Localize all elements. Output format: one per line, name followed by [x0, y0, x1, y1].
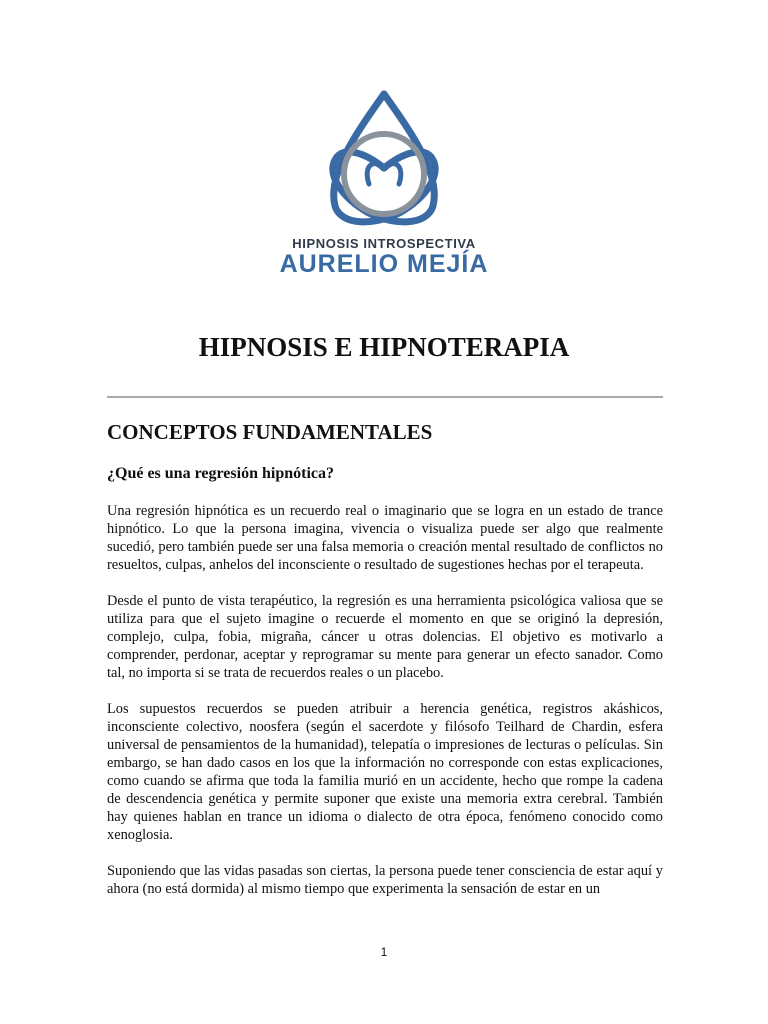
document-title: HIPNOSIS E HIPNOTERAPIA [198, 332, 570, 362]
paragraph: Una regresión hipnótica es un recuerdo real o imaginario que se logra en un estado de trance hipnótico. Lo que la persona imagina, vivencia o visualiza puede ser algo que realmente sucedió, pero también puede ser una falsa memoria o creación mental resultado de conflictos no resueltos, culpas, anhelos del inconsciente o resultado de sugestiones hechas por el terapeuta. [107, 503, 663, 573]
page-number: 1 [380, 945, 388, 959]
triquetra-knot-logo-icon [317, 88, 451, 230]
paragraph: Desde el punto de vista terapéutico, la regresión es una herramienta psicológica valiosa que se utiliza para que el sujeto imagine o recuerde el momento en que se originó la depresión, complejo, culpa, fobia, migraña, cáncer u otras dolencias. El objetivo es motivarlo a comprender, perdonar, aceptar y reprogramar su mente para generar un efecto sanador. Como tal, no importa si se trata de recuerdos reales o un placebo. [107, 593, 663, 681]
logo-subtitle: HIPNOSIS INTROSPECTIVA [292, 236, 476, 251]
logo [0, 88, 768, 277]
logo-name: AURELIO MEJÍA [279, 250, 489, 278]
paragraph: Suponiendo que las vidas pasadas son ciertas, la persona puede tener consciencia de estar aquí y ahora (no está dormida) al mismo tiempo que experimenta la sensación de estar en un [107, 863, 663, 897]
section-heading: CONCEPTOS FUNDAMENTALES [107, 420, 433, 444]
body-text [107, 502, 663, 916]
paragraph: Los supuestos recuerdos se pueden atribuir a herencia genética, registros akáshicos, inconsciente colectivo, noosfera (según el sacerdote y filósofo Teilhard de Chardin, esfera universal de pensamientos de la humanidad), telepatía o impresiones de lecturas o películas. Sin embargo, se han dado casos en los que la información no corresponde con estas explicaciones, como cuando se afirma que toda la familia murió en un accidente, hecho que rompe la cadena de descendencia genética y permite suponer que existe una memoria extra cerebral. También hay quienes hablan en trance un idioma o dialecto de otra época, fenómeno conocido como xenoglosia. [107, 701, 663, 843]
title-divider [107, 396, 663, 398]
question-heading: ¿Qué es una regresión hipnótica? [107, 465, 334, 482]
